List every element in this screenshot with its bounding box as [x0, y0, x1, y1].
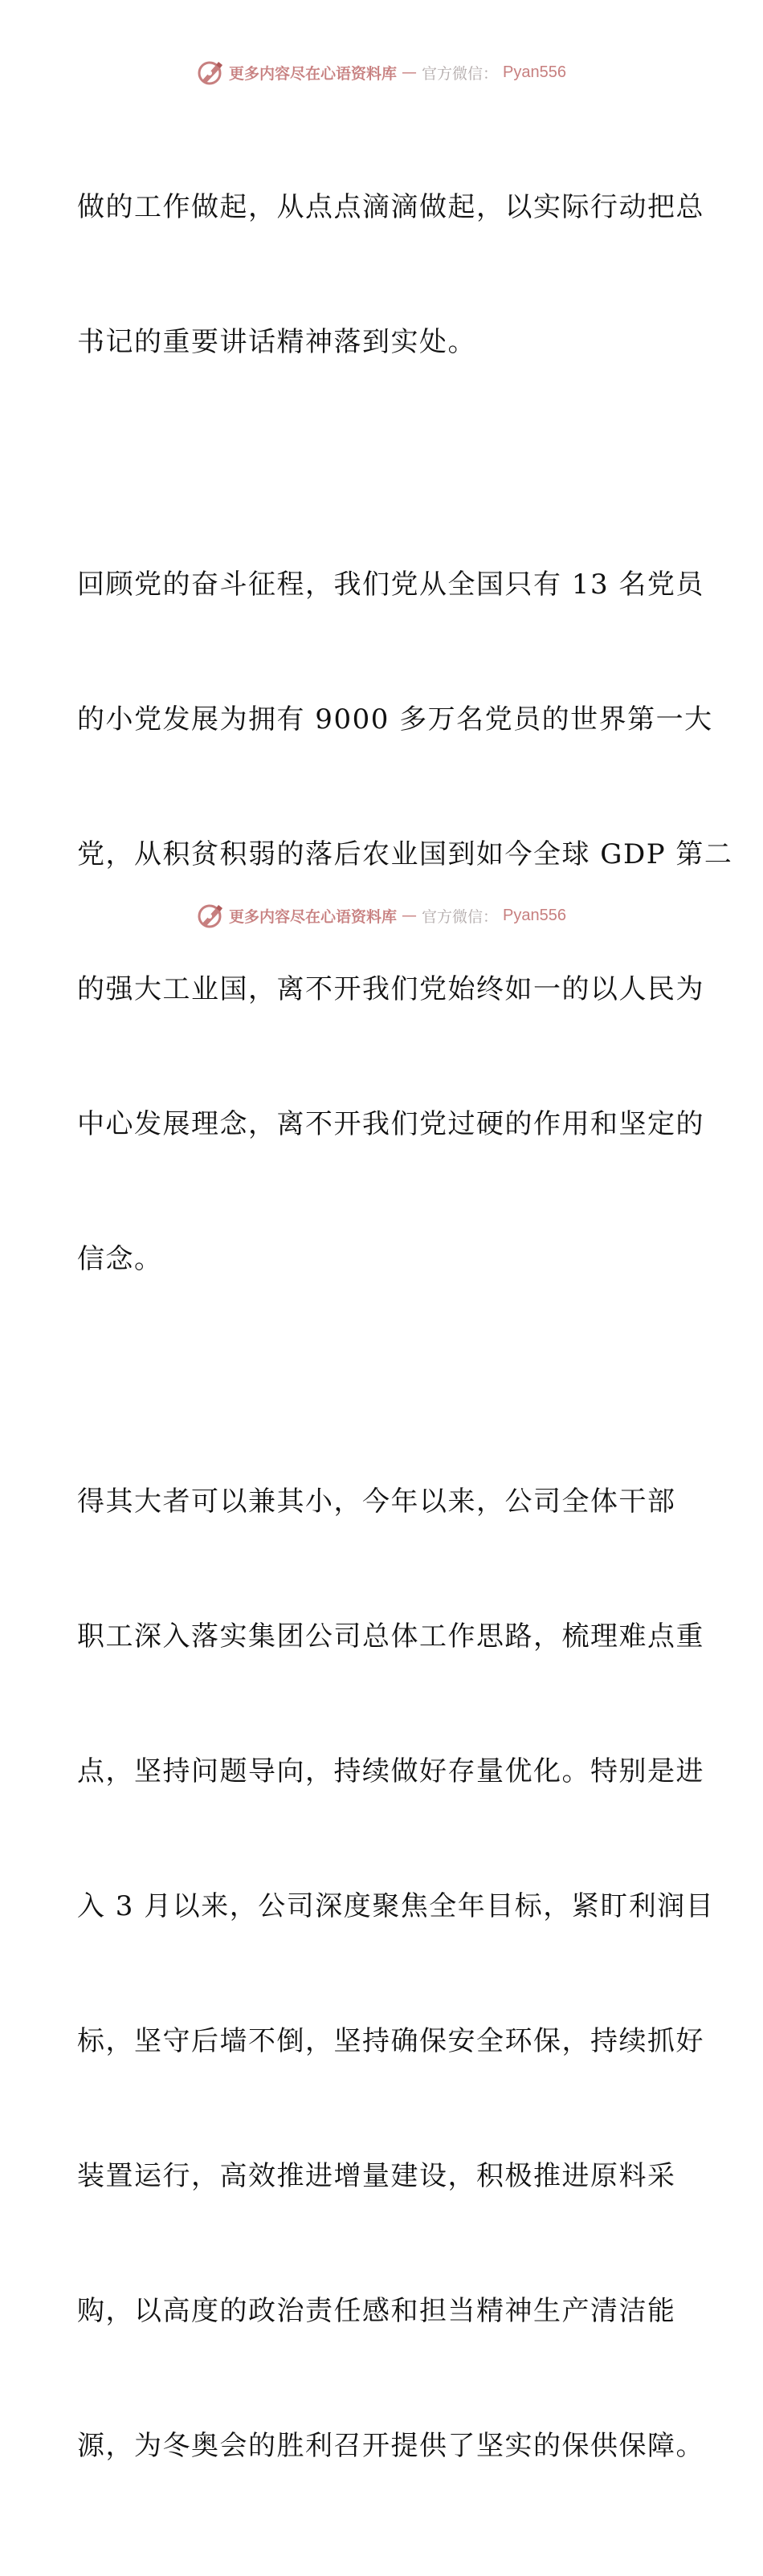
text-line: 入 3 月以来，公司深度聚焦全年目标，紧盯利润目: [77, 1890, 715, 1922]
header-banner: [0, 56, 763, 88]
text-line: 回顾党的奋斗征程，我们党从全国只有 13 名党员: [77, 569, 704, 601]
text-line: 的小党发展为拥有 9000 多万名党员的世界第一大: [77, 703, 713, 736]
text-line: 书记的重要讲话精神落到实处。: [77, 326, 476, 358]
banner-wechat-id: Pyan556: [503, 63, 566, 81]
pen-circle-logo-icon: [197, 902, 224, 929]
text-line: 得其大者可以兼其小，今年以来，公司全体干部: [77, 1486, 676, 1518]
paragraph-3: [77, 1389, 715, 2558]
banner-dash: —: [402, 63, 418, 81]
document-body: [77, 95, 733, 2576]
text-line: 中心发展理念，离不开我们党过硬的作用和坚定的: [77, 1108, 704, 1140]
text-line: 购，以高度的政治责任感和担当精神生产清洁能: [77, 2295, 676, 2327]
footer-banner: [0, 899, 763, 931]
banner-dash: —: [402, 907, 418, 924]
pen-circle-logo-icon: [197, 59, 224, 86]
text-line: 的强大工业国，离不开我们党始终如一的以人民为: [77, 973, 704, 1005]
paragraph-1: [77, 95, 704, 454]
text-line: 标，坚守后墙不倒，坚持确保安全环保，持续抓好: [77, 2025, 704, 2057]
text-line: 源，为冬奥会的胜利召开提供了坚实的保供保障。: [77, 2430, 704, 2462]
text-line: 装置运行，高效推进增量建设，积极推进原料采: [77, 2160, 676, 2192]
banner-wechat-label: 官方微信：: [422, 64, 499, 83]
text-line: 党，从积贫积弱的落后农业国到如今全球 GDP 第二: [77, 838, 733, 870]
text-line: 做的工作做起，从点点滴滴做起，以实际行动把总: [77, 191, 704, 223]
text-line: 职工深入落实集团公司总体工作思路，梳理难点重: [77, 1620, 704, 1653]
banner-title: 更多内容尽在心语资料库: [229, 64, 398, 83]
text-line: 点，坚持问题导向，持续做好存量优化。特别是进: [77, 1755, 704, 1787]
banner-wechat-id: Pyan556: [503, 906, 566, 924]
text-line: 信念。: [77, 1243, 163, 1275]
banner-title: 更多内容尽在心语资料库: [229, 907, 398, 926]
banner-wechat-label: 官方微信：: [422, 907, 499, 926]
